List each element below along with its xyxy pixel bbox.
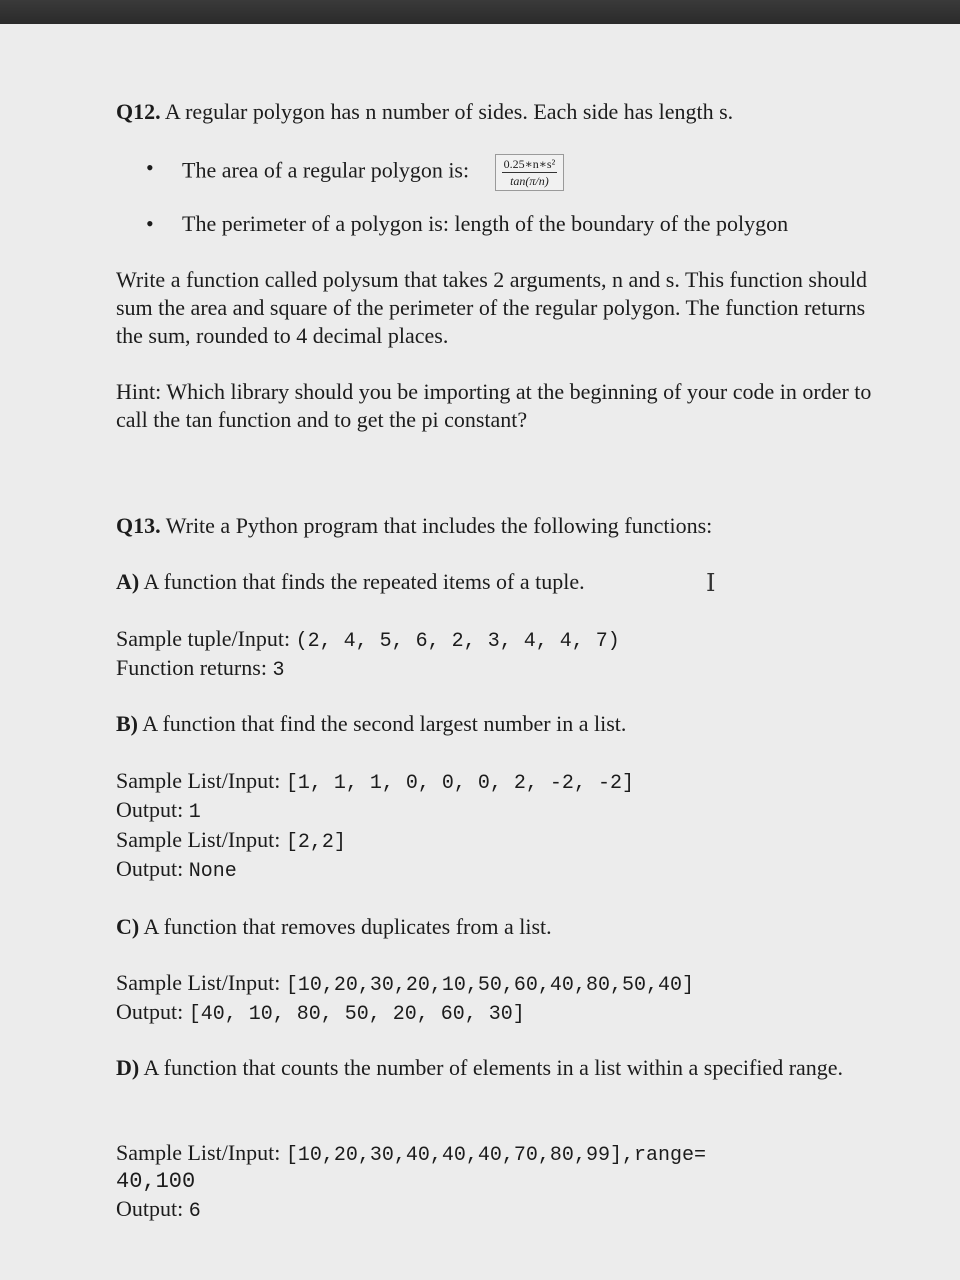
q13b-input2 bbox=[116, 825, 346, 857]
q12-paragraph: Write a function called polysum that takes 2 arguments, n and s. This function should sum the area and square of the perimeter of the regular polygon. The function returns the sum, rounded to 4 decimal places. bbox=[116, 267, 868, 348]
q13b-title-text: A function that find the second largest number in a list. bbox=[138, 711, 627, 736]
q13b-input2-label: Sample List/Input: bbox=[116, 827, 286, 852]
q13c-title-text: A function that removes duplicates from a list. bbox=[139, 914, 552, 939]
bullet-perimeter-text: The perimeter of a polygon is: length of the boundary of the polygon bbox=[182, 211, 789, 236]
q12-label: Q12. bbox=[116, 99, 161, 124]
bullet-area-text: The area of a regular polygon is: bbox=[182, 157, 470, 183]
q13a-input-label: Sample tuple/Input: bbox=[116, 626, 296, 651]
q13b-input2-value: [2,2] bbox=[285, 831, 346, 854]
q13a-input bbox=[116, 624, 620, 656]
q13a-title bbox=[116, 568, 585, 596]
q13c-label: C) bbox=[116, 914, 140, 939]
q13d-input bbox=[116, 1138, 706, 1170]
formula-denominator: tan(π/n) bbox=[510, 174, 549, 188]
q13a-output-value: 3 bbox=[272, 659, 285, 682]
q13b-label: B) bbox=[116, 711, 138, 736]
q13a-output bbox=[116, 653, 284, 685]
q13b-output1-label: Output: bbox=[116, 797, 189, 822]
q13-title-text: Write a Python program that includes the following functions: bbox=[160, 513, 713, 538]
q13d-output-value: 6 bbox=[188, 1200, 201, 1223]
q13a-output-label: Function returns: bbox=[116, 655, 273, 680]
area-formula bbox=[495, 154, 565, 191]
q13d-output-label: Output: bbox=[116, 1196, 189, 1221]
q13b-input1-value: [1, 1, 1, 0, 0, 0, 2, -2, -2] bbox=[285, 772, 634, 795]
q12-title bbox=[116, 98, 733, 126]
q13c-input-label: Sample List/Input: bbox=[116, 970, 286, 995]
bullet-dot-icon: • bbox=[146, 211, 154, 236]
q13b-output2-label: Output: bbox=[116, 856, 189, 881]
q13b-title bbox=[116, 710, 626, 738]
q13c-output bbox=[116, 997, 525, 1029]
q13a-title-text: A function that finds the repeated items of a tuple. bbox=[139, 569, 585, 594]
formula-numerator: 0.25∗n∗s² bbox=[503, 157, 556, 171]
monitor-bezel-top bbox=[0, 0, 960, 24]
q13c-title bbox=[116, 913, 552, 941]
q13d-input-cont: 40,100 bbox=[116, 1169, 196, 1194]
q13c-output-value: [40, 10, 80, 50, 20, 60, 30] bbox=[188, 1003, 525, 1026]
bullet-dot-icon: • bbox=[146, 155, 154, 180]
q13c-input bbox=[116, 968, 694, 1000]
q13b-output1 bbox=[116, 795, 201, 827]
q13-title bbox=[116, 512, 712, 540]
q12-bullet-perimeter bbox=[116, 210, 960, 238]
q13d-input-label: Sample List/Input: bbox=[116, 1140, 286, 1165]
q13a-label: A) bbox=[116, 569, 140, 594]
q12-bullet-area bbox=[116, 154, 960, 191]
q13d-title-text: A function that counts the number of elements in a list within a specified range. bbox=[139, 1055, 844, 1080]
q13d-label: D) bbox=[116, 1055, 140, 1080]
q13d-output bbox=[116, 1194, 201, 1226]
text-cursor-icon: I bbox=[706, 569, 716, 597]
q13b-input1-label: Sample List/Input: bbox=[116, 768, 286, 793]
q13c-output-label: Output: bbox=[116, 999, 189, 1024]
q13a-input-value: (2, 4, 5, 6, 2, 3, 4, 4, 7) bbox=[295, 630, 620, 653]
q13b-output2 bbox=[116, 854, 237, 886]
q12-hint: Hint: Which library should you be importing at the beginning of your code in order to call the tan function and to get the pi constant? bbox=[116, 379, 872, 432]
q13d-title bbox=[116, 1054, 876, 1082]
q13b-input1 bbox=[116, 766, 634, 798]
q12-title-text: A regular polygon has n number of sides. Each side has length s. bbox=[160, 99, 734, 124]
document-page bbox=[0, 24, 960, 1280]
q13c-input-value: [10,20,30,20,10,50,60,40,80,50,40] bbox=[285, 974, 694, 997]
q13-label: Q13. bbox=[116, 513, 161, 538]
q13b-output1-value: 1 bbox=[188, 801, 201, 824]
q13b-output2-value: None bbox=[188, 860, 237, 883]
q13d-input-value: [10,20,30,40,40,40,70,80,99],range= bbox=[285, 1144, 706, 1167]
